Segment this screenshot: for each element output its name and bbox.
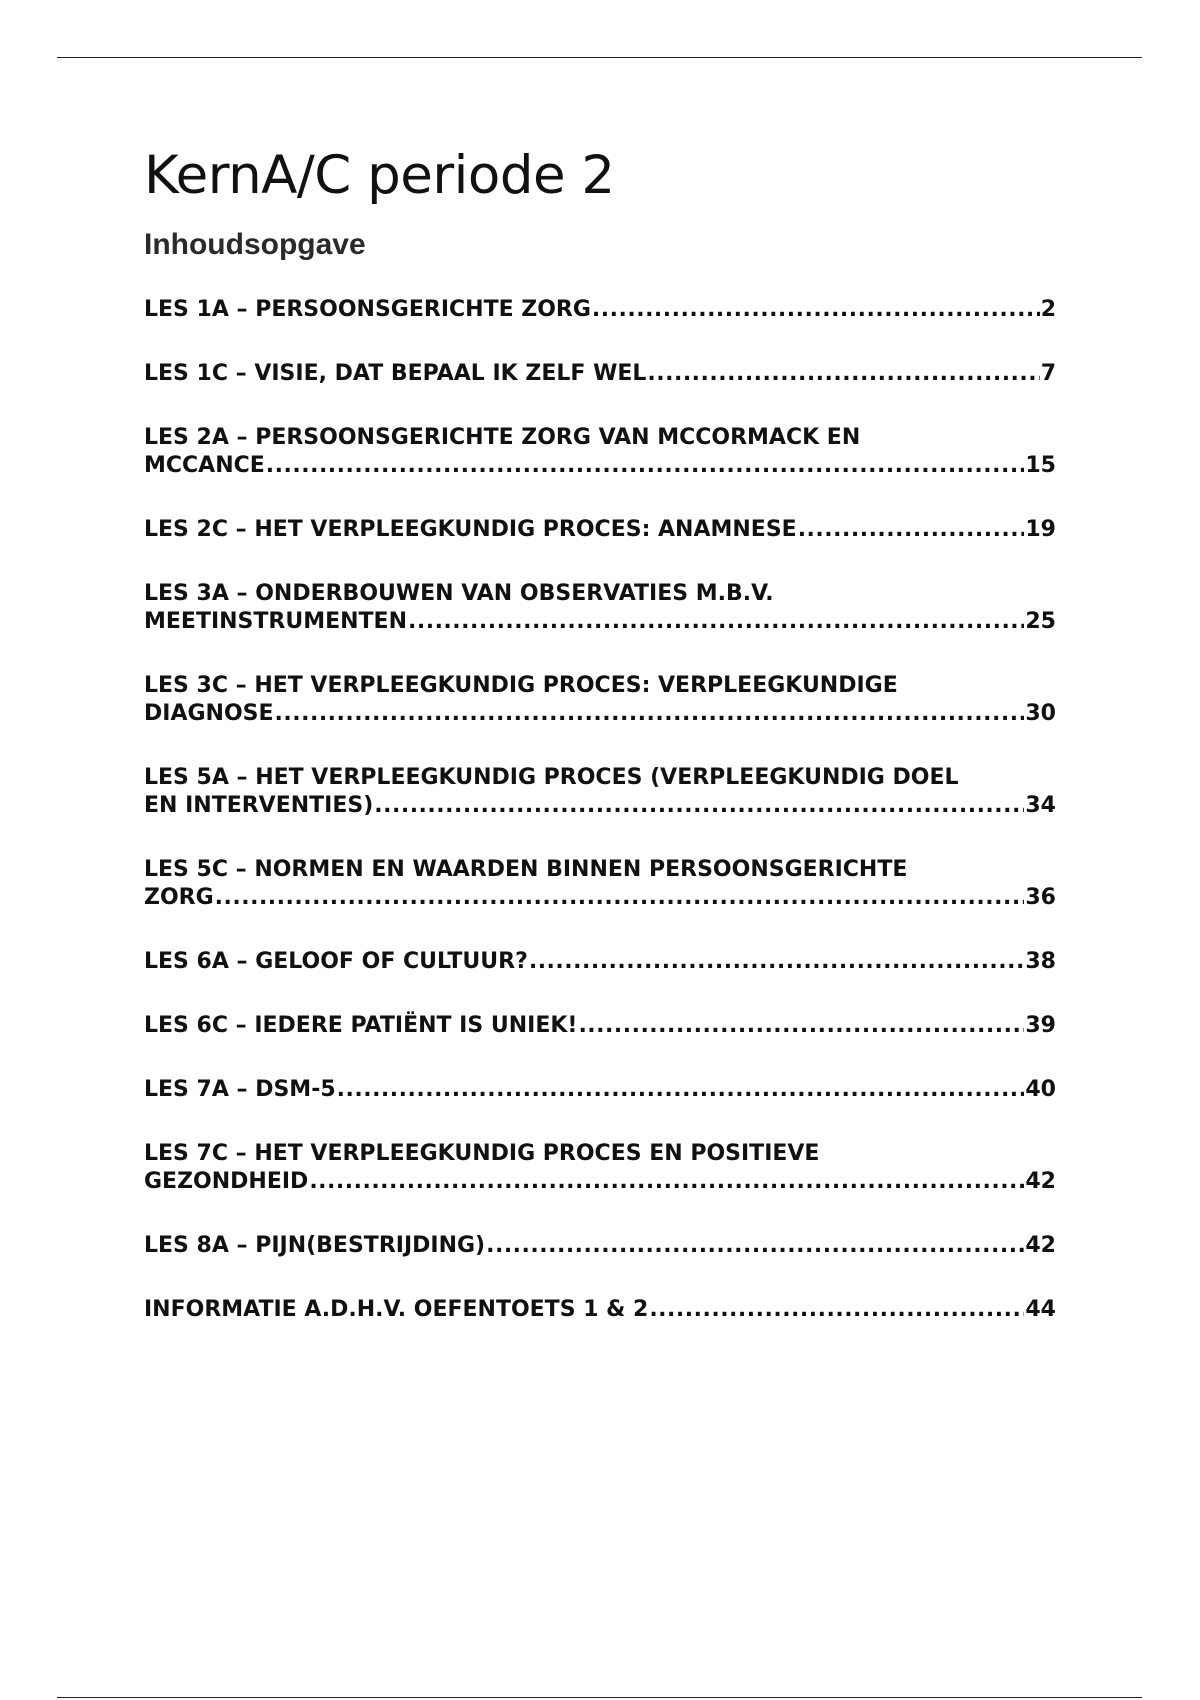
toc-entry-last-line	[144, 1076, 1056, 1104]
toc-entry[interactable]	[144, 1296, 1056, 1324]
dot-leader	[592, 296, 1040, 324]
toc-entry-last-line	[144, 296, 1056, 324]
toc-entry-last-line	[144, 452, 1056, 480]
toc-entry-title: LES 7A – DSM-5	[144, 1077, 336, 1102]
toc-entry-title-line: LES 2A – PERSOONSGERICHTE ZORG VAN MCCORMACK EN	[144, 425, 861, 450]
dot-leader	[408, 608, 1024, 636]
dot-leader	[798, 516, 1025, 544]
toc-entry[interactable]	[144, 1012, 1056, 1040]
dot-leader	[309, 1168, 1024, 1196]
toc-entry-last-line	[144, 1232, 1056, 1260]
toc-entry[interactable]	[144, 580, 1056, 636]
toc-entry-last-line	[144, 516, 1056, 544]
toc-entry[interactable]	[144, 1232, 1056, 1260]
toc-entry-last-line	[144, 1168, 1056, 1196]
dot-leader	[578, 1012, 1024, 1040]
toc-entry[interactable]	[144, 424, 1056, 480]
toc-entry[interactable]	[144, 764, 1056, 820]
toc-entry-last-line	[144, 884, 1056, 912]
toc-entry-title: ZORG	[144, 885, 214, 910]
toc-entry-title-line: LES 5A – HET VERPLEEGKUNDIG PROCES (VERPLEEGKUNDIG DOEL	[144, 765, 959, 790]
toc-entry-title: LES 1A – PERSOONSGERICHTE ZORG	[144, 297, 591, 322]
toc-entry-title-line: LES 3A – ONDERBOUWEN VAN OBSERVATIES M.B.V.	[144, 581, 774, 606]
header-rule	[57, 57, 1142, 58]
toc-page-number: 19	[1025, 517, 1056, 542]
toc-entry[interactable]	[144, 948, 1056, 976]
toc-entry-last-line	[144, 1012, 1056, 1040]
dot-leader	[374, 792, 1024, 820]
toc-entry-last-line	[144, 1296, 1056, 1324]
document-title: KernA/C periode 2	[144, 145, 615, 206]
dot-leader	[486, 1232, 1024, 1260]
toc-entry[interactable]	[144, 672, 1056, 728]
dot-leader	[215, 884, 1025, 912]
toc-entry-title: LES 1C – VISIE, DAT BEPAAL IK ZELF WEL	[144, 361, 647, 386]
dot-leader	[337, 1076, 1025, 1104]
toc-entry[interactable]	[144, 360, 1056, 388]
toc-page-number: 34	[1025, 793, 1056, 818]
toc-entry-title: LES 8A – PIJN(BESTRIJDING)	[144, 1233, 486, 1258]
toc-page-number: 40	[1025, 1077, 1056, 1102]
toc-entry-title: LES 6A – GELOOF OF CULTUUR?	[144, 949, 528, 974]
toc-entry-title: DIAGNOSE	[144, 701, 274, 726]
toc-entry-last-line	[144, 700, 1056, 728]
toc-page-number: 30	[1025, 701, 1056, 726]
toc-entry-last-line	[144, 792, 1056, 820]
toc-entry-title-line: LES 3C – HET VERPLEEGKUNDIG PROCES: VERPLEEGKUNDIGE	[144, 673, 898, 698]
toc-page-number: 39	[1025, 1013, 1056, 1038]
toc-entry[interactable]	[144, 516, 1056, 544]
toc-page-number: 38	[1025, 949, 1056, 974]
toc-entry-title: MCCANCE	[144, 453, 265, 478]
table-of-contents	[144, 296, 1056, 1324]
toc-entry-title-line: LES 7C – HET VERPLEEGKUNDIG PROCES EN POSITIEVE	[144, 1141, 820, 1166]
toc-entry-title: LES 6C – IEDERE PATIËNT IS UNIEK!	[144, 1013, 578, 1038]
footer-rule	[57, 1697, 1142, 1698]
toc-entry-title: INFORMATIE A.D.H.V. OEFENTOETS 1 & 2	[144, 1297, 649, 1322]
toc-entry[interactable]	[144, 296, 1056, 324]
dot-leader	[266, 452, 1025, 480]
toc-page-number: 25	[1025, 609, 1056, 634]
toc-entry-last-line	[144, 608, 1056, 636]
toc-entry-last-line	[144, 948, 1056, 976]
toc-entry-title: GEZONDHEID	[144, 1169, 309, 1194]
toc-entry[interactable]	[144, 856, 1056, 912]
toc-entry[interactable]	[144, 1140, 1056, 1196]
toc-heading: Inhoudsopgave	[144, 228, 366, 261]
toc-page-number: 44	[1025, 1297, 1056, 1322]
toc-entry-title: EN INTERVENTIES)	[144, 793, 374, 818]
toc-page-number: 7	[1040, 361, 1056, 386]
toc-entry[interactable]	[144, 1076, 1056, 1104]
toc-page-number: 2	[1040, 297, 1056, 322]
dot-leader	[649, 1296, 1024, 1324]
toc-page-number: 36	[1025, 885, 1056, 910]
toc-page-number: 15	[1025, 453, 1056, 478]
toc-page-number: 42	[1025, 1233, 1056, 1258]
toc-page-number: 42	[1025, 1169, 1056, 1194]
toc-entry-title-line: LES 5C – NORMEN EN WAARDEN BINNEN PERSOONSGERICHTE	[144, 857, 908, 882]
document-body	[144, 140, 1056, 1360]
toc-entry-title: LES 2C – HET VERPLEEGKUNDIG PROCES: ANAMNESE	[144, 517, 797, 542]
toc-entry-title: MEETINSTRUMENTEN	[144, 609, 407, 634]
dot-leader	[275, 700, 1025, 728]
dot-leader	[647, 360, 1039, 388]
dot-leader	[529, 948, 1025, 976]
toc-entry-last-line	[144, 360, 1056, 388]
